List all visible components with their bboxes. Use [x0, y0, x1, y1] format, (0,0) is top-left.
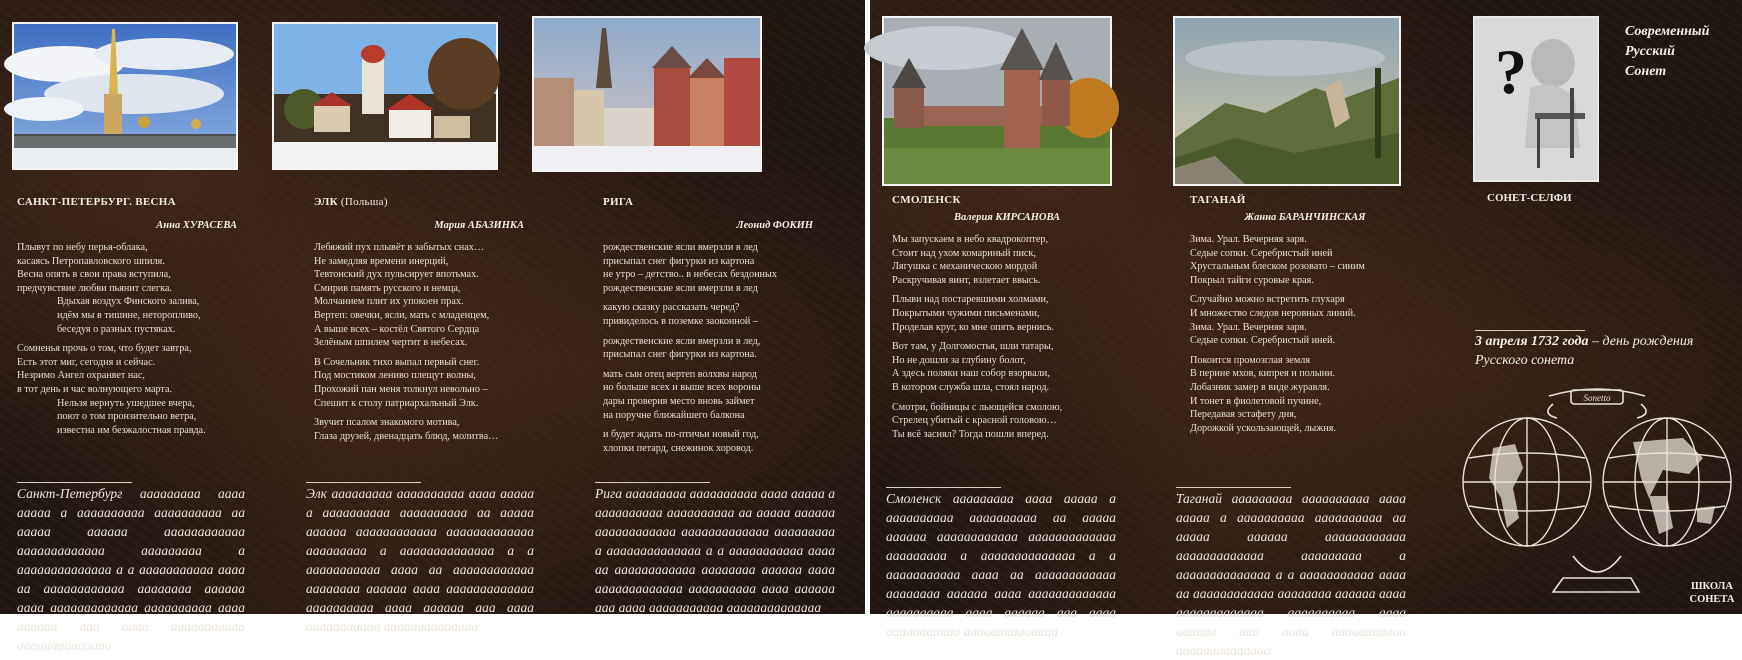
poem-author: Леонид ФОКИН: [736, 220, 813, 231]
poem-line: Зелёным шпилем чертит в небесах.: [314, 337, 468, 349]
poem-author: Мария АБАЗИНКА: [434, 220, 524, 231]
map-banner-label: Sonetto: [1583, 393, 1611, 403]
poem-line: Покрыл тайги суровые края.: [1190, 274, 1314, 286]
poem-line: Зима. Урал. Вечерняя заря.: [1190, 234, 1307, 245]
stanza: [892, 293, 1122, 334]
stanza: [603, 428, 813, 455]
poem-line: Сомненья прочь о том, что будет завтра,: [17, 343, 192, 355]
poem-line: И тонет в фиолетовой пучине,: [1190, 395, 1322, 407]
poem-title: ТАГАНАЙ: [1190, 194, 1246, 206]
poem-line: Покрытыми чужими письменами,: [892, 307, 1040, 319]
stanza: [314, 241, 524, 350]
poem-line: не утро – детство.. в небесах бездонных: [603, 269, 777, 281]
poem-line: хлопки петард, снежинок хоровод.: [603, 442, 754, 454]
poem-line: Вот там, у Долгомостья, шли татары,: [892, 341, 1054, 353]
poem-line: Спешит к столу патриархальный Элк.: [314, 397, 479, 409]
poem-line: А выше всех – костёл Святого Сердца: [314, 323, 480, 335]
poem-line: какую сказку рассказать черед?: [603, 302, 740, 314]
poem-line: идём мы в тишине, неторопливо,: [57, 309, 201, 321]
stanza: [17, 342, 237, 396]
poem-line: известна им безжалостная правда.: [57, 424, 206, 436]
left-page: [0, 0, 865, 653]
world-map-illustration: [1453, 378, 1741, 608]
poem-line: касаясь Петропавловского шпиля.: [17, 255, 165, 267]
poem-author: Валерия КИРСАНОВА: [953, 212, 1061, 223]
smolensk-fortress-photo: [882, 16, 1112, 186]
stanza: [1190, 293, 1420, 347]
poem-line: Нельзя вернуть ушедшее вчера,: [57, 397, 195, 409]
poem-text: [1190, 233, 1420, 435]
collection-title: [1625, 22, 1737, 82]
stanza: [17, 295, 237, 336]
poem-line: но больше всех и выше всех вороны: [603, 382, 761, 394]
poem-line: Плыви над постаревшими холмами,: [892, 294, 1049, 306]
divider-line: [1475, 330, 1585, 331]
school-line: ШКОЛА: [1691, 581, 1733, 592]
peter-and-paul-fortress-photo: [12, 22, 238, 170]
sonnet-selfie-image: [1473, 16, 1599, 182]
stanza: [603, 335, 813, 362]
poem-line: Под мостиком лениво плещут волны,: [314, 370, 476, 382]
poem-line: Лобазник замер в виде журавля.: [1190, 381, 1330, 393]
poem-title: САНКТ-ПЕТЕРБУРГ. ВЕСНА: [17, 196, 176, 208]
placeholder-text: Рига ааааааааа аааааааааа аааа ааааа а аааааааааа аааааааааа аа ааааа аааааа аааааааааааа ааааааааааааа ааааааааа а аааааааааааааа а а ааааааааааа аааа аа аааааааааааа аааааааа аааааа аааа ааааааааааааа аааааааааа аааа аааааа ааа аааа ааааааааааа аааааааааааааа: [595, 486, 835, 615]
placeholder-text: Смоленск ааааааааа аааа ааааа а аааааааааа аааааааааа аа ааааа аааааа аааааааааааа ааааааааааааа ааааааааа а аааааааааааааа а а ааааааааааа аааа аа аааааааааааа аааааааа аааааа аааа ааааааааааааа аааааааааа аааа аааааа ааа аааа ааааааааааа аааааааааааааа: [886, 491, 1116, 639]
question-mark-icon: ?: [1495, 36, 1527, 107]
poem-line: Незримо Ангел охраняет нас,: [17, 370, 145, 382]
stanza: [603, 241, 813, 295]
poem-line: Случайно можно встретить глухаря: [1190, 294, 1345, 306]
poem-line: Покоится промозглая земля: [1190, 354, 1311, 366]
poem-smolensk: [892, 194, 1122, 447]
title-line: Сонет: [1625, 64, 1667, 79]
stanza: [314, 356, 524, 410]
poem-title: СМОЛЕНСК: [892, 194, 961, 206]
elk-poland-photo: [272, 22, 498, 170]
divider-line: [886, 487, 1001, 488]
stanza: [892, 340, 1122, 394]
poem-line: Есть этот миг, сегодня и сейчас.: [17, 356, 156, 368]
riga-old-town-photo: [532, 16, 762, 172]
stanza: [603, 301, 813, 328]
poem-text: [17, 241, 237, 437]
stanza: [1190, 354, 1420, 436]
poem-line: мать сын отец вертеп волхвы народ: [603, 368, 757, 380]
poem-line: Ты всё заснял? Тогда пошли вперед.: [892, 428, 1049, 440]
poem-line: Стрелец убитый с красной головою…: [892, 415, 1057, 427]
stanza: [1190, 233, 1420, 287]
poem-line: Прохожий пан меня толкнул невольно –: [314, 383, 488, 395]
poem-line: Хрустальным блеском розовато – синим: [1190, 261, 1365, 273]
poem-line: Лягушка с механическою мордой: [892, 261, 1038, 273]
right-page: [870, 0, 1742, 658]
stanza: [603, 368, 813, 422]
selfie-caption: СОНЕТ-СЕЛФИ: [1487, 192, 1572, 204]
poem-line: Плывут по небу перья-облака,: [17, 242, 148, 253]
poem-text: [603, 241, 813, 455]
divider-line: [306, 482, 421, 483]
poem-line: Весна опять в свои права вступила,: [17, 269, 171, 281]
school-label: [1684, 580, 1740, 606]
poem-text: [892, 233, 1122, 441]
poem-line: Вертеп: овечки, ясли, мать с младенцем,: [314, 309, 490, 321]
poem-line: Дорожкой ускользающей, лыжня.: [1190, 422, 1336, 434]
poem-line: на поручне ближайшего балкона: [603, 409, 745, 421]
poem-line: Стоит над ухом комариный писк,: [892, 247, 1036, 259]
taganay-mountains-photo: [1173, 16, 1401, 186]
poem-line: В Сочельник тихо выпал первый снег.: [314, 356, 480, 368]
poem-line: Мы запускаем в небо квадрокоптер,: [892, 234, 1049, 245]
placeholder-text: Таганай ааааааааа аааааааааа аааа ааааа а аааааааааа аааааааааа аа ааааа аааааа аааааааааааа ааааааааааааа ааааааааа а аааааааааааааа а а ааааааааааа аааа аа аааааааааааа аааааааа аааааа аааа ааааааааааааа аааааааааа аааа аааааа ааа аааа ааааааааааа аааааааааааааа: [1176, 491, 1406, 658]
stanza: [892, 401, 1122, 442]
poem-taganay: [1190, 194, 1420, 441]
poem-line: дары проверив место вновь займет: [603, 395, 755, 407]
poem-line: рождественские ясли вмерзли в лед,: [603, 335, 761, 347]
poem-line: Лебяжий пух плывёт в забытых снах…: [314, 242, 485, 253]
poem-author: Жанна БАРАНЧИНСКАЯ: [1244, 212, 1366, 223]
poem-line: Седые сопки. Серебристый иней: [1190, 247, 1333, 259]
divider-line: [17, 482, 132, 483]
placeholder-text: Санкт-Петербург ааааааааа аааа ааааа а аааааааааа аааааааааа аа ааааа аааааа аааааааааааа ааааааааааааа ааааааааа а аааааааааааааа а а ааааааааааа аааа аа аааааааааааа аааааааа аааааа аааа ааааааааааааа аааааааааа аааа аааааа ааа аааа ааааааааааа аааааааааааааа: [17, 486, 245, 653]
poem-line: в тот день и час волнующего марта.: [17, 383, 173, 395]
poem-title: РИГА: [603, 196, 634, 208]
poem-line: Глаза друзей, двенадцать блюд, молитва…: [314, 430, 499, 442]
poem-elk: [314, 196, 524, 449]
stanza: [17, 241, 237, 295]
placeholder-text: Элк ааааааааа аааааааааа аааа ааааа а аааааааааа аааааааааа аа ааааа аааааа аааааааааааа ааааааааааааа ааааааааа а аааааааааааааа а а ааааааааааа аааа аа аааааааааааа аааааааа аааааа аааа ааааааааааааа аааааааааа аааа аааааа ааа аааа ааааааааааа аааааааааааааа: [306, 486, 534, 634]
stanza: [892, 233, 1122, 287]
poem-line: поют о том пронзительно ветра,: [57, 411, 197, 423]
poem-line: Передавая эстафету дня,: [1190, 409, 1297, 421]
poem-line: Смирив память русского и немца,: [314, 282, 461, 294]
poem-line: и будет ждать по-птичьи новый год,: [603, 429, 759, 441]
divider-line: [1176, 487, 1291, 488]
poem-line: рождественские ясли вмерзли в лед: [603, 282, 758, 294]
stanza: [17, 397, 237, 438]
poem-line: предчувствие любви пьянит слегка.: [17, 282, 172, 294]
title-line: Русский: [1625, 44, 1675, 59]
poem-line: А здесь поляки наш собор взорвали,: [892, 368, 1050, 380]
poem-line: Вдыхая воздух Финского залива,: [57, 296, 200, 308]
poem-author: Анна ХУРАСЕВА: [156, 220, 237, 231]
poem-riga: [603, 196, 813, 461]
poem-title: ЭЛК (Польша): [314, 196, 388, 208]
poem-line: Молчанием плит их упокоен прах.: [314, 296, 464, 308]
poem-line: Не замедляя времени инерций,: [314, 255, 449, 267]
poem-line: присыпал снег фигурки из картона: [603, 255, 755, 267]
poem-line: присыпал снег фигурки из картона.: [603, 349, 757, 361]
poem-line: Раскручивая винт, взлетает ввысь.: [892, 274, 1041, 286]
poem-line: И множество следов неровных линий.: [1190, 307, 1356, 319]
divider-line: [595, 482, 710, 483]
stanza: [314, 416, 524, 443]
poem-line: Проделав круг, ко мне опять вернись.: [892, 321, 1054, 333]
poem-line: В котором служба шла, стоял народ.: [892, 381, 1050, 393]
poem-line: Зима. Урал. Вечерняя заря.: [1190, 321, 1307, 333]
poem-line: Седые сопки. Серебристый иней.: [1190, 335, 1335, 347]
poem-st-petersburg: [17, 196, 237, 443]
poem-line: В перине мхов, кипрея и полыни.: [1190, 368, 1336, 380]
poem-line: привиделось в поземке заоконной –: [603, 315, 759, 327]
title-line: Современный: [1625, 24, 1710, 39]
poem-line: беседуя о разных пустяках.: [57, 323, 176, 335]
school-line: СОНЕТА: [1689, 594, 1735, 605]
poem-line: Звучит псалом знакомого мотива,: [314, 417, 460, 429]
sonnet-birthday: 3 апреля 1732 года – день рождения Русского сонета: [1475, 334, 1694, 368]
poem-text: [314, 241, 524, 443]
poem-line: Но не дошли за глубину болот,: [892, 354, 1026, 366]
poem-line: рождественские ясли вмерзли в лед: [603, 242, 758, 253]
poem-line: Тевтонский дух пульсирует впотьмах.: [314, 269, 479, 281]
poem-line: Смотри, бойницы с льющейся смолою,: [892, 401, 1063, 413]
